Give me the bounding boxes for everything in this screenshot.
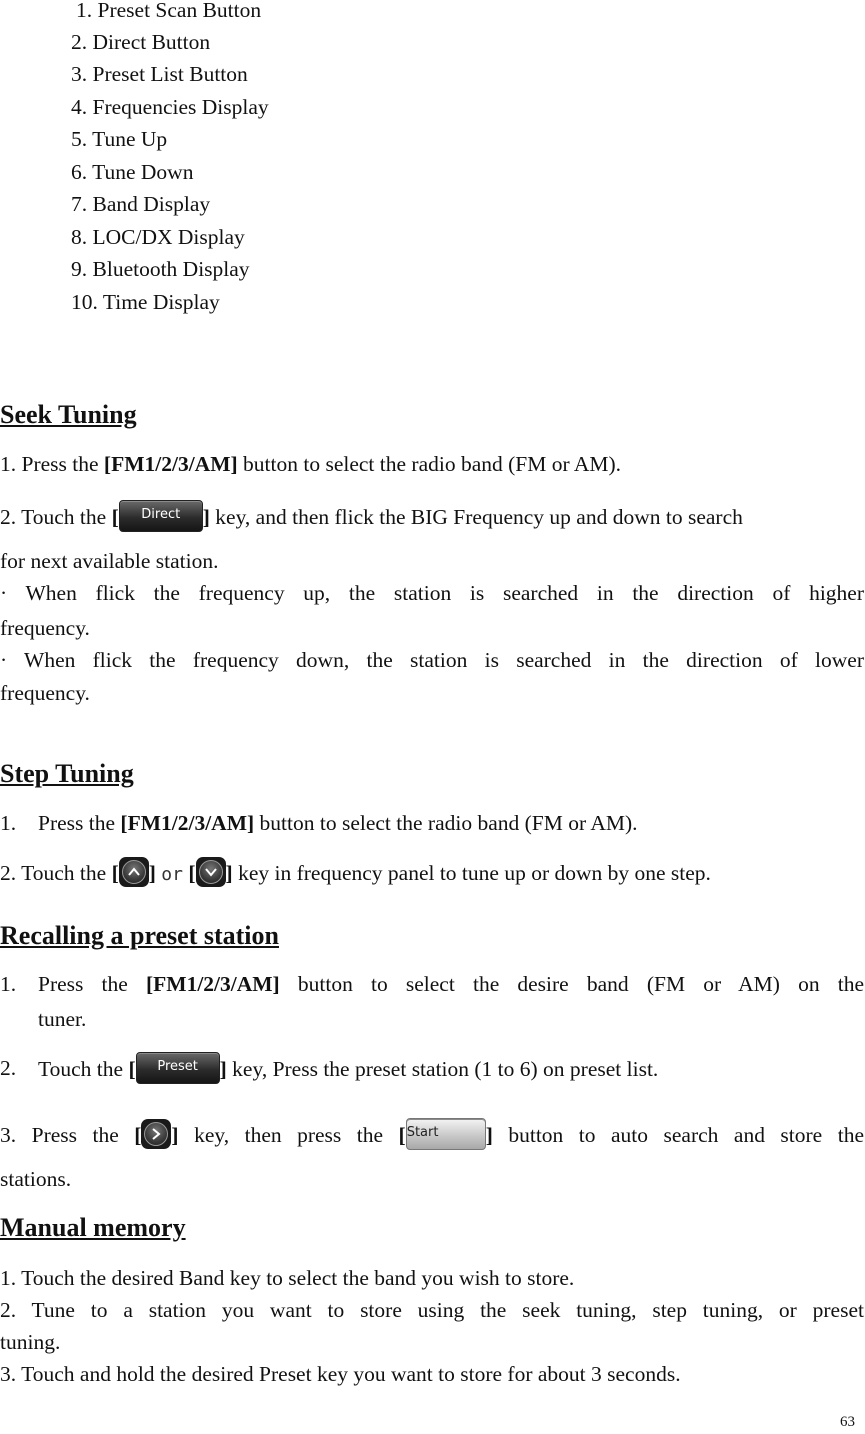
seek-step-1: 1. Press the [FM1/2/3/AM] button to select the radio band (FM or AM). bbox=[0, 452, 622, 476]
legend-item-5: 5. Tune Up bbox=[71, 127, 168, 151]
manual-step-2-cont: tuning. bbox=[0, 1330, 61, 1354]
seek-step-2-cont: for next available station. bbox=[0, 549, 219, 573]
seek-bullet-1-cont: frequency. bbox=[0, 616, 90, 640]
manual-step-1: 1. Touch the desired Band key to select the band you wish to store. bbox=[0, 1266, 575, 1290]
preset-scan-button[interactable] bbox=[141, 1119, 171, 1149]
chevron-right-icon bbox=[149, 1127, 163, 1141]
or-text: or bbox=[161, 864, 183, 885]
legend-item-8: 8. LOC/DX Display bbox=[71, 225, 245, 249]
chevron-down-icon bbox=[204, 865, 218, 879]
legend-item-1: 1. Preset Scan Button bbox=[76, 0, 262, 22]
chevron-up-icon bbox=[127, 865, 141, 879]
seek-tuning-heading: Seek Tuning bbox=[0, 400, 137, 429]
legend-item-10: 10. Time Display bbox=[71, 290, 220, 314]
direct-button[interactable]: Direct bbox=[119, 500, 203, 532]
page-number: 63 bbox=[840, 1414, 855, 1430]
manual-step-3: 3. Touch and hold the desired Preset key you want to store for about 3 seconds. bbox=[0, 1362, 681, 1386]
seek-bullet-2: · When flick the frequency down, the station is searched in the direction of lower bbox=[0, 648, 864, 672]
legend-item-4: 4. Frequencies Display bbox=[71, 95, 269, 119]
legend-item-3: 3. Preset List Button bbox=[71, 62, 248, 86]
seek-step-2: 2. Touch the [ Direct ] key, and then flick the BIG Frequency up and down to search bbox=[0, 503, 743, 535]
start-button[interactable]: Start bbox=[406, 1118, 486, 1150]
preset-button[interactable]: Preset bbox=[136, 1052, 220, 1084]
recall-step-3-cont: stations. bbox=[0, 1167, 72, 1191]
step-tuning-heading: Step Tuning bbox=[0, 759, 134, 788]
tune-up-button[interactable] bbox=[119, 857, 149, 887]
legend-item-9: 9. Bluetooth Display bbox=[71, 257, 250, 281]
legend-item-2: 2. Direct Button bbox=[71, 30, 211, 54]
seek-bullet-2-cont: frequency. bbox=[0, 681, 90, 705]
step-step-2: 2. Touch the [ ] or [ ] key in frequency panel to tune up or down by one step. bbox=[0, 860, 711, 890]
tune-down-button[interactable] bbox=[196, 857, 226, 887]
manual-step-2: 2. Tune to a station you want to store using the seek tuning, step tuning, or preset bbox=[0, 1298, 864, 1322]
recall-step-3: 3. Press the [ ] key, then press the [Start ] button to auto search and store the bbox=[0, 1121, 864, 1153]
legend-item-6: 6. Tune Down bbox=[71, 160, 194, 184]
recall-heading: Recalling a preset station bbox=[0, 921, 279, 950]
manual-memory-heading: Manual memory bbox=[0, 1213, 186, 1242]
recall-step-1-cont: tuner. bbox=[38, 1007, 87, 1031]
seek-bullet-1: · When flick the frequency up, the station is searched in the direction of higher bbox=[0, 581, 864, 605]
legend-item-7: 7. Band Display bbox=[71, 192, 211, 216]
